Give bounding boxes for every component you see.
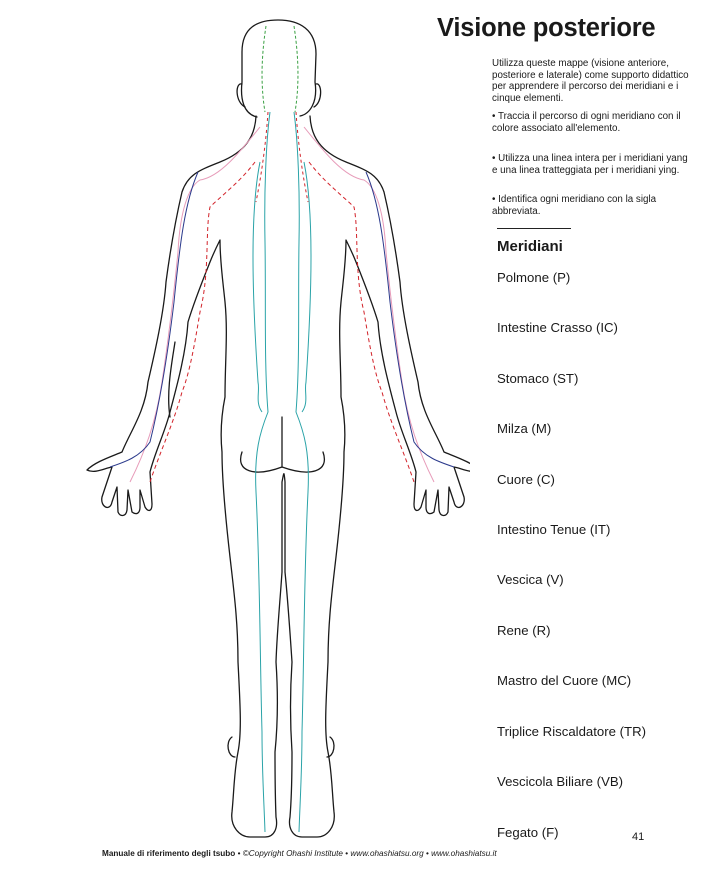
meridian-item-stomaco: Stomaco (ST): [497, 371, 579, 386]
footer-link-org[interactable]: www.ohashiatsu.org: [350, 849, 424, 858]
meridian-item-intestino-crasso: Intestine Crasso (IC): [497, 320, 618, 335]
meridian-green-head-right: [294, 26, 298, 112]
meridians-heading: Meridiani: [497, 238, 563, 255]
meridian-red-dashed-left-back: [150, 162, 255, 482]
divider-rule: [497, 228, 571, 229]
footer-manual-title: Manuale di riferimento degli tsubo: [102, 849, 236, 858]
meridian-teal-outer-right: [302, 162, 311, 412]
meridian-item-cuore: Cuore (C): [497, 472, 555, 487]
footer-separator: •: [342, 849, 351, 858]
body-figure-back-view: [70, 12, 470, 852]
meridian-item-milza: Milza (M): [497, 421, 552, 436]
meridian-red-dashed-neck: [256, 112, 308, 202]
instructions-intro: Utilizza queste mappe (visione anteriore, posteriore e laterale) come supporto didattico per apprendere il percorso dei meridiani e i cinque elementi.: [492, 58, 689, 104]
meridian-item-mastro-del-cuore: Mastro del Cuore (MC): [497, 673, 632, 688]
meridian-item-fegato: Fegato (F): [497, 825, 559, 840]
page-footer: [102, 849, 497, 858]
instruction-abbrev: • Identifica ogni meridiano con la sigla abbreviata.: [492, 194, 657, 217]
footer-link-it[interactable]: www.ohashiatsu.it: [431, 849, 497, 858]
instruction-trace: • Traccia il percorso di ogni meridiano con il colore associato all'elemento.: [492, 111, 681, 134]
meridian-red-dashed-right-back: [309, 162, 414, 482]
instruction-lines: • Utilizza una linea intera per i meridiani yang e una linea tratteggiata per i meridiani ying.: [492, 153, 688, 176]
meridian-item-triplice-riscaldatore: Triplice Riscaldatore (TR): [497, 724, 646, 739]
meridian-item-rene: Rene (R): [497, 623, 551, 638]
meridian-item-intestino-tenue: Intestino Tenue (IT): [497, 522, 611, 537]
meridian-navy-right-arm: [366, 172, 454, 467]
meridian-item-vescica: Vescica (V): [497, 572, 564, 587]
footer-separator: •: [235, 849, 243, 858]
page-number: 41: [632, 831, 645, 843]
meridian-item-polmone: Polmone (P): [497, 270, 571, 285]
meridian-navy-left-arm: [110, 172, 198, 467]
footer-separator: •: [423, 849, 432, 858]
meridian-item-vescicola-biliare: Vescicola Biliare (VB): [497, 774, 624, 789]
page-title: Visione posteriore: [437, 14, 656, 42]
footer-copyright: ©Copyright Ohashi Institute: [242, 849, 343, 858]
meridian-green-head-left: [262, 26, 266, 112]
meridian-teal-outer-left: [253, 162, 262, 412]
